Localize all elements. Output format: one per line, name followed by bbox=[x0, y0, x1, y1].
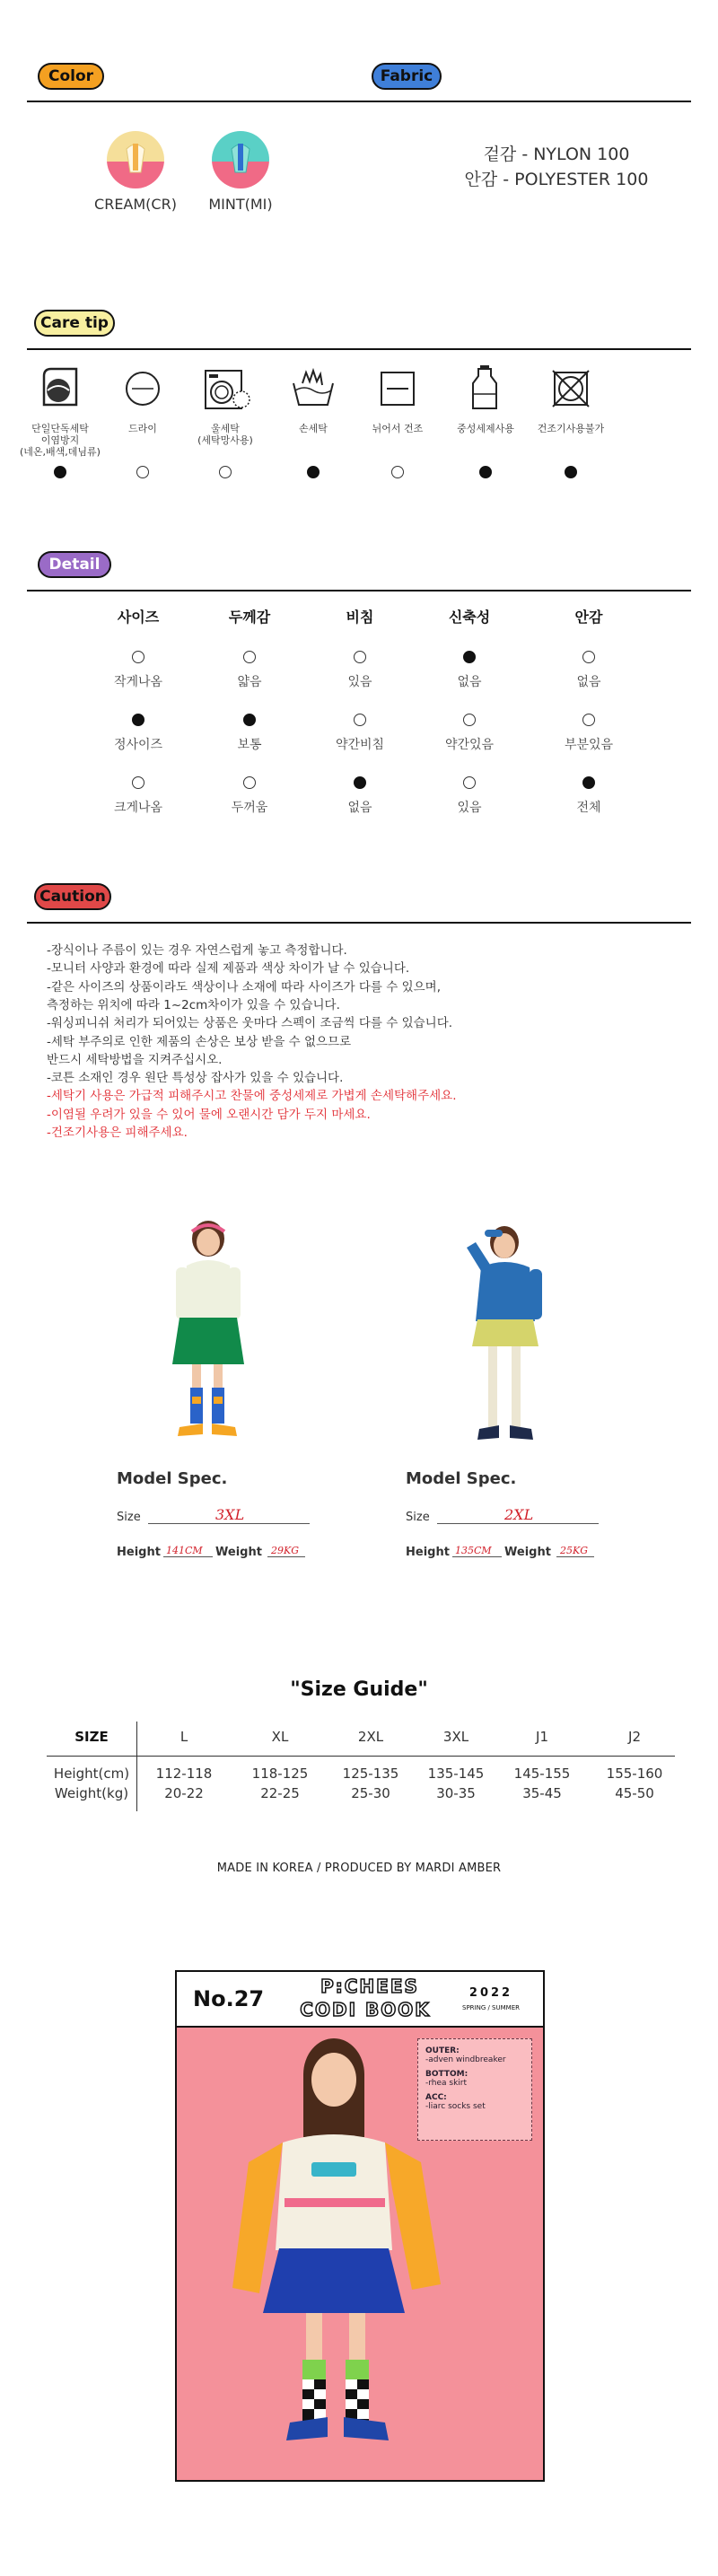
caution-divider bbox=[27, 922, 691, 924]
care-check-filled bbox=[565, 466, 577, 478]
weight-label: Weight bbox=[215, 1546, 262, 1559]
detail-dot-empty bbox=[132, 776, 144, 789]
detail-dot-empty bbox=[463, 776, 476, 789]
cover-photo bbox=[177, 2028, 543, 2480]
size-guide-value: 155-160 bbox=[606, 1766, 663, 1782]
care-item-label bbox=[526, 423, 616, 434]
caution-line: -건조기사용은 피해주세요. bbox=[47, 1126, 188, 1140]
mint-color-label: MINT(MI) bbox=[208, 196, 273, 213]
detail-header: 사이즈 bbox=[117, 609, 160, 626]
care-item-label bbox=[98, 423, 188, 434]
detail-cell-label: 없음 bbox=[457, 675, 482, 689]
care-label-line: 손세탁 bbox=[299, 423, 328, 434]
size-guide-size-header: XL bbox=[271, 1729, 289, 1745]
detail-dot-filled bbox=[354, 776, 366, 789]
size-guide-value: 145-155 bbox=[513, 1766, 571, 1782]
detail-dot-empty bbox=[582, 714, 595, 726]
size-guide-value: 20-22 bbox=[164, 1785, 204, 1801]
detail-header: 신축성 bbox=[448, 609, 491, 626]
detail-cell-label: 부분있음 bbox=[564, 738, 614, 752]
model-weight-value: 29KG bbox=[271, 1545, 300, 1556]
weight-underline bbox=[556, 1556, 594, 1557]
care-check-empty bbox=[219, 466, 232, 478]
outfit-acc-heading: ACC: bbox=[425, 2093, 447, 2102]
size-guide-value: 135-145 bbox=[427, 1766, 485, 1782]
fabric-section-pill: Fabric bbox=[372, 63, 442, 90]
detail-cell-label: 있음 bbox=[347, 675, 372, 689]
detail-divider bbox=[27, 590, 691, 591]
detail-cell-label: 정사이즈 bbox=[113, 738, 163, 752]
neutral-detergent-icon bbox=[460, 364, 511, 414]
size-guide-header-label: SIZE bbox=[74, 1729, 109, 1745]
size-guide-value: 35-45 bbox=[522, 1785, 562, 1801]
caution-line: -세탁기 사용은 가급적 피해주시고 찬물에 중성세제로 가볍게 손세탁해주세요. bbox=[47, 1089, 457, 1104]
caution-line: -세탁 부주의로 인한 제품의 손상은 보상 받을 수 없으므로 bbox=[47, 1034, 352, 1049]
caution-line: -장식이나 주름이 있는 경우 자연스럽게 놓고 측정합니다. bbox=[47, 943, 347, 958]
model-photo-2 bbox=[449, 1212, 565, 1463]
care-tip-divider bbox=[27, 348, 691, 350]
detail-cell-label: 있음 bbox=[457, 801, 482, 815]
caution-line: 측정하는 위치에 따라 1~2cm차이가 있을 수 있습니다. bbox=[47, 997, 340, 1012]
care-item-7 bbox=[526, 364, 616, 489]
caution-line: -워싱피니쉬 처리가 되어있는 상품은 웃마다 스펙이 조금씩 다를 수 있습니다. bbox=[47, 1016, 453, 1031]
detail-cell-label: 작게나옴 bbox=[113, 675, 163, 689]
cover-title-2: CODI BOOK bbox=[300, 1999, 431, 2020]
detail-dot-empty bbox=[354, 651, 366, 663]
care-item-4 bbox=[268, 364, 358, 489]
size-guide-value: 118-125 bbox=[251, 1766, 309, 1782]
detail-cell-label: 없음 bbox=[576, 675, 601, 689]
model-height-value: 135CM bbox=[455, 1545, 492, 1556]
care-item-label bbox=[353, 423, 442, 434]
model-weight-value: 25KG bbox=[560, 1545, 589, 1556]
detail-cell-label: 얇음 bbox=[237, 675, 262, 689]
fabric-lining-text: 안감 - POLYESTER 100 bbox=[464, 170, 649, 189]
care-item-5 bbox=[353, 364, 442, 489]
care-item-3 bbox=[180, 364, 270, 489]
cover-header bbox=[177, 1972, 543, 2028]
detail-dot-empty bbox=[243, 776, 256, 789]
care-label-line: 울세탁 bbox=[211, 423, 240, 434]
size-label: Size bbox=[406, 1511, 430, 1524]
care-check-empty bbox=[391, 466, 404, 478]
care-tip-section-pill: Care tip bbox=[34, 310, 115, 337]
care-item-label bbox=[180, 423, 270, 446]
made-in-text: MADE IN KOREA / PRODUCED BY MARDI AMBER bbox=[216, 1862, 502, 1875]
care-item-label bbox=[15, 423, 105, 458]
size-guide-value: 112-118 bbox=[155, 1766, 213, 1782]
size-guide-value: 30-35 bbox=[436, 1785, 476, 1801]
hand-wash-icon bbox=[288, 364, 338, 414]
no-tumble-dry-icon bbox=[546, 364, 596, 414]
cream-color-label: CREAM(CR) bbox=[94, 196, 177, 213]
caution-line: -이염될 우려가 있을 수 있어 물에 오랜시간 담가 두지 마세요. bbox=[47, 1107, 371, 1122]
size-guide-title: "Size Guide" bbox=[290, 1678, 428, 1701]
model-size-value: 2XL bbox=[504, 1506, 534, 1523]
weight-underline bbox=[267, 1556, 305, 1557]
fabric-outer-text: 겉감 - NYLON 100 bbox=[483, 145, 630, 164]
detail-header: 두께감 bbox=[228, 609, 271, 626]
detail-dot-empty bbox=[463, 714, 476, 726]
height-label: Height bbox=[406, 1546, 450, 1559]
detail-cell-label: 크게나옴 bbox=[113, 801, 163, 815]
model-spec-title: Model Spec. bbox=[117, 1469, 228, 1488]
height-label: Height bbox=[117, 1546, 161, 1559]
single-wash-icon bbox=[35, 364, 85, 414]
cover-title-1: P:CHEES bbox=[320, 1976, 419, 1997]
mint-color-swatch bbox=[212, 131, 269, 188]
size-guide-size-header: J2 bbox=[628, 1729, 641, 1745]
caution-line: -코튼 소재인 경우 원단 특성상 잡사가 있을 수 있습니다. bbox=[47, 1071, 344, 1086]
detail-cell-label: 약간있음 bbox=[444, 738, 495, 752]
size-underline bbox=[148, 1523, 310, 1524]
size-guide-size-header: J1 bbox=[536, 1729, 548, 1745]
size-label: Size bbox=[117, 1511, 141, 1524]
detail-dot-empty bbox=[243, 651, 256, 663]
washing-machine-icon bbox=[200, 364, 250, 414]
outfit-bottom-item: -rhea skirt bbox=[425, 2079, 468, 2088]
care-check-empty bbox=[136, 466, 149, 478]
care-label-line: 뉘어서 건조 bbox=[372, 423, 424, 434]
care-check-filled bbox=[54, 466, 66, 478]
size-guide-value: 25-30 bbox=[351, 1785, 390, 1801]
size-underline bbox=[437, 1523, 599, 1524]
size-guide-header-rule bbox=[47, 1756, 675, 1757]
cover-outfit-box bbox=[417, 2038, 532, 2141]
care-item-label bbox=[441, 423, 530, 434]
model-spec-title: Model Spec. bbox=[406, 1469, 517, 1488]
care-item-label bbox=[268, 423, 358, 434]
care-check-filled bbox=[479, 466, 492, 478]
detail-header: 안감 bbox=[574, 609, 603, 626]
size-guide-column-rule bbox=[136, 1722, 137, 1811]
detail-cell-label: 없음 bbox=[347, 801, 372, 815]
care-label-line: 건조기사용불가 bbox=[537, 423, 605, 434]
detail-dot-empty bbox=[354, 714, 366, 726]
outfit-acc-item: -liarc socks set bbox=[425, 2102, 486, 2111]
size-guide-size-header: 2XL bbox=[357, 1729, 384, 1745]
care-label-line: 드라이 bbox=[128, 423, 157, 434]
care-item-6 bbox=[441, 364, 530, 489]
size-guide-size-header: L bbox=[180, 1729, 188, 1745]
caution-line: 반드시 세탁방법을 지켜주십시오. bbox=[47, 1052, 223, 1067]
model-size-value: 3XL bbox=[215, 1506, 245, 1523]
size-guide-size-header: 3XL bbox=[442, 1729, 469, 1745]
color-section-pill: Color bbox=[38, 63, 104, 90]
cover-number: No.27 bbox=[193, 1986, 265, 2011]
outfit-outer-item: -adven windbreaker bbox=[425, 2055, 506, 2064]
detail-dot-filled bbox=[463, 651, 476, 663]
caution-section-pill: Caution bbox=[34, 883, 111, 910]
size-guide-value: 22-25 bbox=[260, 1785, 300, 1801]
size-guide-row-label: Height(cm) bbox=[53, 1766, 130, 1782]
flat-dry-icon bbox=[372, 364, 423, 414]
color-divider bbox=[27, 101, 691, 102]
detail-dot-filled bbox=[243, 714, 256, 726]
detail-dot-empty bbox=[582, 651, 595, 663]
outfit-bottom-heading: BOTTOM: bbox=[425, 2070, 468, 2079]
model-photo-1 bbox=[153, 1212, 260, 1463]
dry-icon bbox=[118, 364, 168, 414]
outfit-outer-heading: OUTER: bbox=[425, 2046, 460, 2055]
size-guide-value: 125-135 bbox=[342, 1766, 399, 1782]
detail-cell-label: 약간비침 bbox=[335, 738, 385, 752]
caution-line: -같은 사이즈의 상품이라도 색상이나 소재에 따라 사이즈가 다를 수 있으며, bbox=[47, 979, 442, 994]
size-guide-value: 45-50 bbox=[615, 1785, 654, 1801]
codi-book-cover bbox=[175, 1970, 545, 2482]
detail-dot-filled bbox=[582, 776, 595, 789]
cream-color-swatch bbox=[107, 131, 164, 188]
detail-section-pill: Detail bbox=[38, 551, 111, 578]
care-label-line: (네온,배색,데님류) bbox=[20, 446, 101, 458]
care-item-2 bbox=[98, 364, 188, 489]
care-label-line: 단일단독세탁 bbox=[31, 423, 89, 434]
size-guide-row-label: Weight(kg) bbox=[54, 1785, 129, 1801]
detail-cell-label: 두꺼움 bbox=[231, 801, 268, 815]
cover-year: 2022 bbox=[468, 1986, 513, 2000]
height-underline bbox=[452, 1556, 502, 1557]
detail-header: 비침 bbox=[346, 609, 374, 626]
care-check-filled bbox=[307, 466, 320, 478]
model-height-value: 141CM bbox=[166, 1545, 203, 1556]
detail-dot-filled bbox=[132, 714, 144, 726]
care-label-line: 중성세제사용 bbox=[457, 423, 514, 434]
weight-label: Weight bbox=[504, 1546, 551, 1559]
cover-season: SPRING / SUMMER bbox=[462, 2004, 520, 2011]
care-label-line: (세탁망사용) bbox=[197, 434, 253, 446]
detail-dot-empty bbox=[132, 651, 144, 663]
care-label-line: 이염방지 bbox=[40, 434, 80, 446]
detail-cell-label: 보통 bbox=[237, 738, 262, 752]
care-item-1 bbox=[15, 364, 105, 489]
height-underline bbox=[163, 1556, 213, 1557]
detail-cell-label: 전체 bbox=[576, 801, 601, 815]
caution-line: -모니터 사양과 환경에 따라 실제 제품과 색상 차이가 날 수 있습니다. bbox=[47, 961, 410, 977]
